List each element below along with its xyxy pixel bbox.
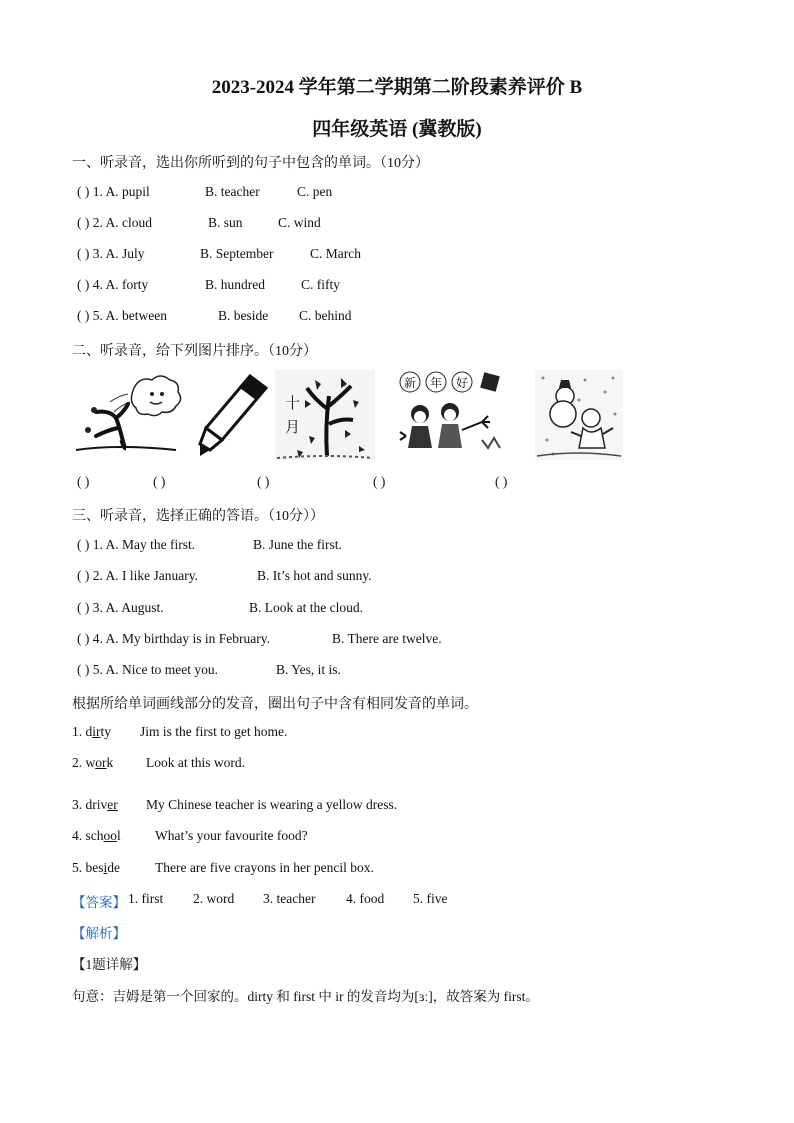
answer-tag: 【答案】: [72, 895, 126, 910]
option-b: B. There are twelve.: [332, 631, 442, 646]
option-a: ( ) 3. A. July: [77, 246, 145, 261]
option-b: B. Yes, it is.: [276, 662, 341, 677]
option-a: ( ) 4. A. forty: [77, 277, 149, 292]
option-b: B. beside: [218, 308, 269, 323]
picture-answer-blank[interactable]: ( ): [77, 474, 90, 489]
answer-value: 4. food: [346, 891, 385, 906]
option-c: C. March: [310, 246, 361, 261]
phonics-sentence: There are five crayons in her pencil box.: [155, 860, 374, 875]
option-b: B. Look at the cloud.: [249, 600, 363, 615]
picture-answer-blank[interactable]: ( ): [257, 474, 270, 489]
answer-value: 1. first: [128, 891, 164, 906]
option-a: ( ) 3. A. August.: [77, 600, 164, 615]
greeting-char-3: 好: [456, 376, 469, 390]
phonics-sentence: Look at this word.: [146, 755, 245, 770]
analysis-tag: 【解析】: [72, 926, 126, 941]
detail-tag: 【1题详解】: [72, 957, 147, 972]
underlined-sound: or: [95, 755, 107, 770]
new-year-picture: [398, 370, 508, 460]
underlined-sound: er: [107, 797, 118, 812]
picture-answer-blank[interactable]: ( ): [373, 474, 386, 489]
phonics-word: 2. work: [72, 755, 114, 770]
option-c: C. pen: [297, 184, 333, 199]
phonics-word: 3. driver: [72, 797, 118, 812]
option-a: ( ) 2. A. cloud: [77, 215, 152, 230]
analysis-text: 句意：吉姆是第一个回家的。dirty 和 first 中 ir 的发音均为[ɜː]，故答案为 first。: [72, 989, 539, 1004]
option-a: ( ) 1. A. May the first.: [77, 537, 196, 552]
greeting-char-1: 新: [404, 376, 417, 390]
marker-pen-picture: [192, 370, 272, 460]
greeting-char-2: 年: [430, 376, 443, 390]
windy-tree-picture: [72, 370, 187, 460]
option-c: C. fifty: [301, 277, 340, 292]
option-a: ( ) 4. A. My birthday is in February.: [77, 631, 270, 646]
option-b: B. It’s hot and sunny.: [257, 568, 372, 583]
phonics-sentence: My Chinese teacher is wearing a yellow dress.: [146, 797, 398, 812]
option-b: B. hundred: [205, 277, 265, 292]
october-tree-picture: [275, 370, 375, 460]
underlined-sound: ir: [92, 724, 101, 739]
phonics-sentence: What’s your favourite food?: [155, 828, 308, 843]
option-b: B. teacher: [205, 184, 260, 199]
option-b: B. June the first.: [253, 537, 342, 552]
phonics-word: 1. dirty: [72, 724, 112, 739]
october-label-month: 月: [285, 418, 301, 436]
page-subtitle: 四年级英语 (冀教版): [312, 119, 482, 140]
part3-heading: 三、听录音，选择正确的答语。（10分））: [72, 509, 324, 524]
picture-answer-blank[interactable]: ( ): [495, 474, 508, 489]
part4-heading: 根据所给单词画线部分的发音，圈出句子中含有相同发音的单词。: [72, 697, 478, 712]
part2-heading: 二、听录音，给下列图片排序。（10分）: [72, 344, 317, 359]
option-b: B. September: [200, 246, 274, 261]
option-b: B. sun: [208, 215, 243, 230]
option-a: ( ) 2. A. I like January.: [77, 568, 198, 583]
answer-value: 3. teacher: [263, 891, 316, 906]
option-a: ( ) 1. A. pupil: [77, 184, 150, 199]
page-title: 2023-2024 学年第二学期第二阶段素养评价 B: [211, 77, 583, 98]
picture-answer-blank[interactable]: ( ): [153, 474, 166, 489]
underlined-sound: i: [103, 860, 108, 875]
october-label-ten: 十: [285, 394, 301, 412]
option-a: ( ) 5. A. Nice to meet you.: [77, 662, 218, 677]
option-c: C. behind: [299, 308, 352, 323]
phonics-sentence: Jim is the first to get home.: [140, 724, 288, 739]
option-c: C. wind: [278, 215, 321, 230]
answer-value: 2. word: [193, 891, 235, 906]
phonics-word: 4. school: [72, 828, 121, 843]
snowy-day-picture: [535, 370, 623, 460]
part1-heading: 一、听录音，选出你所听到的句子中包含的单词。（10分）: [72, 156, 429, 171]
option-a: ( ) 5. A. between: [77, 308, 167, 323]
answer-value: 5. five: [413, 891, 448, 906]
phonics-word: 5. beside: [72, 860, 121, 875]
underlined-sound: oo: [103, 828, 117, 843]
